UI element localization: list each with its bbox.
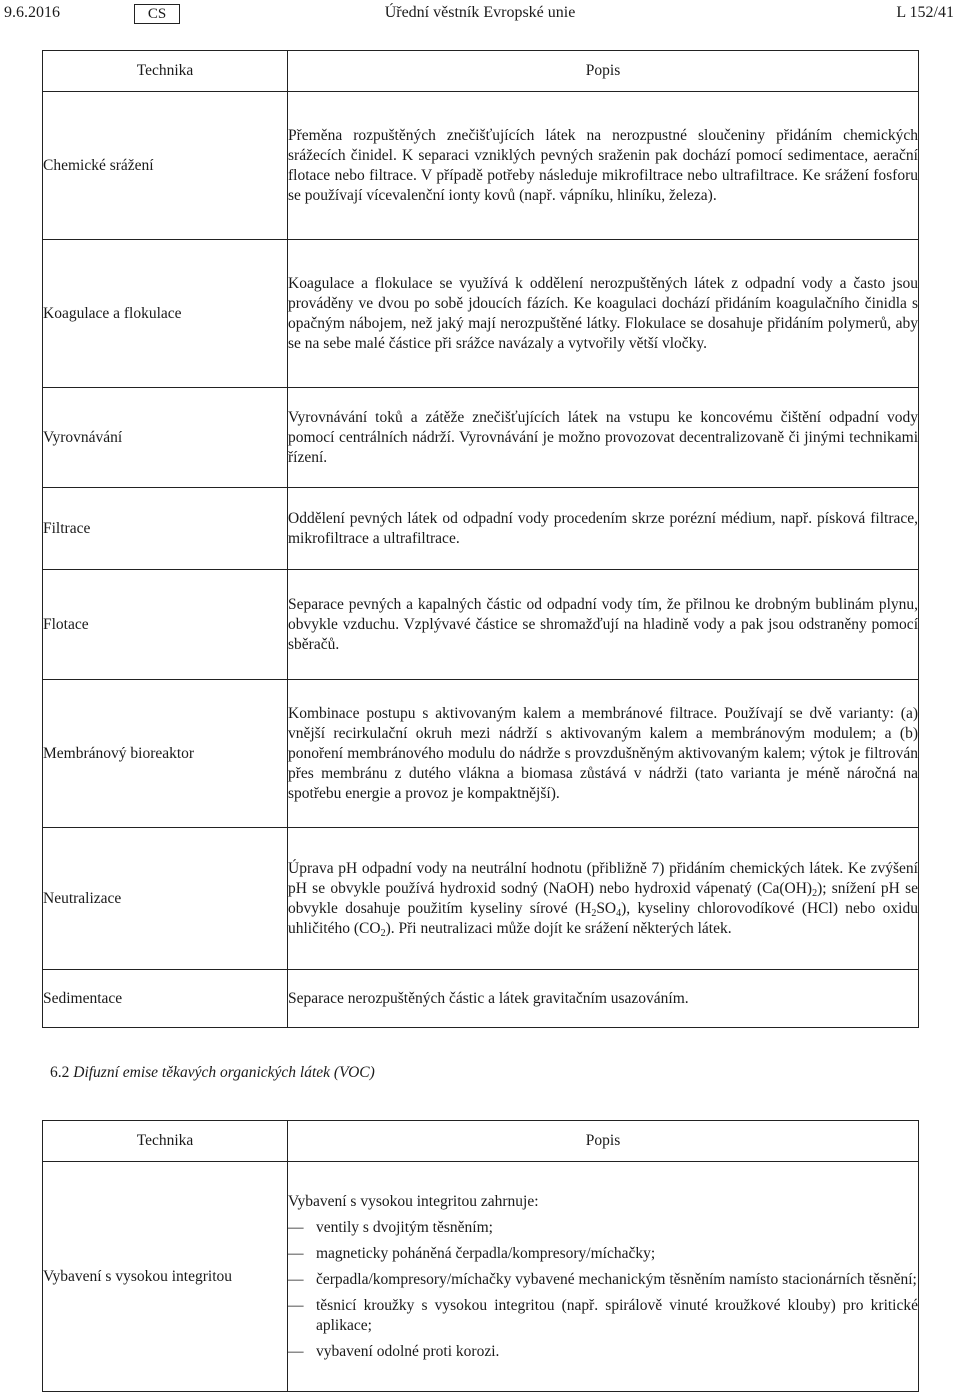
technique-name: Chemické srážení [43,92,288,240]
table-header-row [43,1121,919,1162]
column-header-description: Popis [288,51,919,92]
journal-title: Úřední věstník Evropské unie [384,4,576,21]
technique-description: Kombinace postupu s aktivovaným kalem a membránové filtrace. Používají se dvě varianty: (a) vnější recirkulační okruh mezi nádrží s aktivovaným kalem a membránovým modulem; a (b) ponoření membránového modulu do nádrže s provzdušněným aktivovaným kalem; výtok je filtrován přes membránu z dutého vlákna a biomasa zůstává v nádrži (tato varianta je méně náročná na spotřebu energie a provoz je kompaktnější). [288,680,919,828]
table-header-row [43,51,919,92]
technique-name: Filtrace [43,488,288,570]
desc-text: ); snížení pH se obvykle dosahuje použitím kyseliny sírové (H [288,879,918,917]
table-row [43,828,919,970]
subscript: 2 [591,907,597,919]
technique-description: Přeměna rozpuštěných znečišťujících látek na nerozpustné sloučeniny přidáním chemických srážecích činidel. K separaci vzniklých pevných sraženin pak dochází pomocí sedimentace, aerační flotace nebo filtrace. V případě potřeby následuje mikrofiltrace nebo ultrafiltrace. Ke srážení fosforu se používají vícevalenční ionty kovů (např. vápníku, hliníku, železa). [288,92,919,240]
publication-date: 9.6.2016 [4,4,60,21]
column-header-description: Popis [288,1121,919,1162]
table-row [43,1162,919,1392]
techniques-table [42,50,919,1028]
technique-name: Vybavení s vysokou integritou [43,1162,288,1392]
section-number: 6.2 [50,1064,70,1081]
technique-name: Vyrovnávání [43,388,288,488]
subscript: 2 [380,927,386,939]
technique-name: Koagulace a flokulace [43,240,288,388]
technique-name: Neutralizace [43,828,288,970]
column-header-technique: Technika [43,51,288,92]
table-row [43,970,919,1028]
column-header-technique: Technika [43,1121,288,1162]
technique-description: Separace nerozpuštěných částic a látek gravitačním usazováním. [288,970,919,1028]
subscript: 4 [616,907,622,919]
list-item: — těsnicí kroužky s vysokou integritou (např. spirálově vinuté kroužkové klouby) pro kritické aplikace; [288,1296,918,1336]
table-row [43,92,919,240]
desc-text: ). Při neutralizaci může dojít ke srážení některých látek. [385,919,732,937]
desc-text: Úprava pH odpadní vody na neutrální hodnotu (přibližně 7) přidáním chemických látek. Ke zvýšení pH se obvykle používá hydroxid sodný (NaOH) nebo hydroxid vápenatý (Ca(OH) [288,859,918,897]
list-item: — ventily s dvojitým těsněním; [288,1218,918,1238]
list-intro: Vybavení s vysokou integritou zahrnuje: [288,1192,539,1210]
technique-name: Membránový bioreaktor [43,680,288,828]
technique-description [288,828,919,970]
page-reference: L 152/41 [896,4,954,21]
technique-name: Flotace [43,570,288,680]
technique-description [288,1162,919,1392]
table-row [43,388,919,488]
technique-description: Separace pevných a kapalných částic od odpadní vody tím, že přilnou ke drobným bublinám plynu, obvykle vzduchu. Vzplývavé částice se shromažďují na hladině vody a pak jsou odstraněny pomocí sběračů. [288,570,919,680]
table-row [43,488,919,570]
table-row [43,570,919,680]
technique-name: Sedimentace [43,970,288,1028]
list-item: — vybavení odolné proti korozi. [288,1342,918,1362]
desc-text: ), kyseliny chlorovodíkové (HCl) nebo oxidu uhličitého (CO [288,899,918,937]
list-item: — magneticky poháněná čerpadla/kompresory/míchačky; [288,1244,918,1264]
table-row [43,240,919,388]
subscript: 2 [812,887,818,899]
voc-techniques-table [42,1120,919,1392]
list-item: — čerpadla/kompresory/míchačky vybavené mechanickým těsněním namísto stacionárních těsnění; [288,1270,918,1290]
technique-description: Oddělení pevných látek od odpadní vody procedením skrze porézní médium, např. písková filtrace, mikrofiltrace a ultrafiltrace. [288,488,919,570]
equipment-list [288,1218,918,1362]
section-heading [50,1064,375,1082]
page-header [0,0,960,30]
section-title: Difuzní emise těkavých organických látek (VOC) [73,1064,375,1081]
table-row [43,680,919,828]
language-code-box: CS [134,4,180,24]
desc-text: SO [596,899,617,917]
technique-description: Vyrovnávání toků a zátěže znečišťujících látek na vstupu ke koncovému čištění odpadní vody pomocí centrálních nádrží. Vyrovnávání je možno provozovat decentralizovaně či jinými technikami řízení. [288,388,919,488]
technique-description: Koagulace a flokulace se využívá k oddělení nerozpuštěných látek z odpadní vody a často jsou prováděny ve dvou po sobě jdoucích fázích. Ke koagulaci dochází přidáním koagulačního činidla s opačným nábojem, než jaký mají nerozpuštěné látky. Flokulace se dosahuje přidáním polymerů, aby se na sebe malé částice při srážce navázaly a vytvořily větší vločky. [288,240,919,388]
